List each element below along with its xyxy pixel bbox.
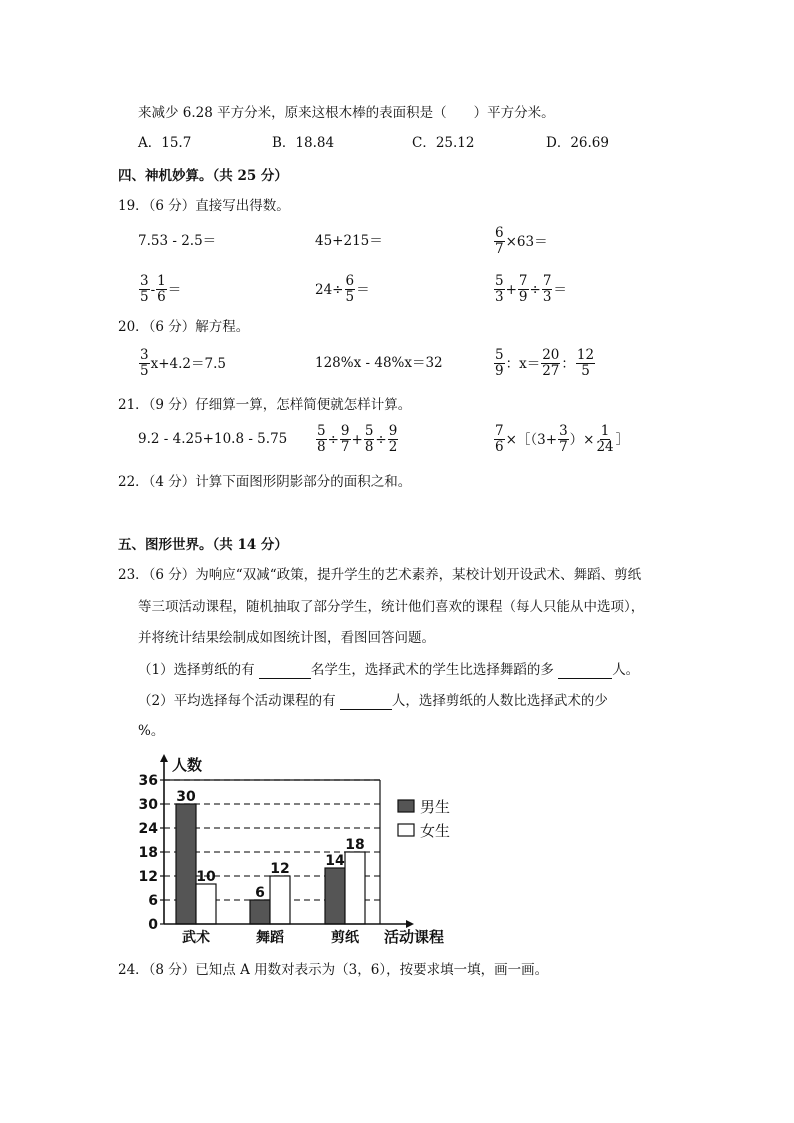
section-5-title: 五、图形世界。（共 14 分） — [118, 537, 288, 553]
y-axis-label: 人数 — [172, 756, 203, 774]
y-axis-arrow — [160, 754, 168, 762]
bar-女生 — [345, 852, 365, 924]
fraction: $\frac{1}{6}$ — [157, 273, 166, 305]
data-label: 12 — [270, 861, 290, 877]
question-21-header: 21．（9 分）仔细算一算，怎样简便就怎样计算。 — [118, 397, 412, 413]
y-tick-label: 36 — [138, 773, 158, 789]
q20-equation-2: 128%x - 48%x＝32 — [315, 355, 443, 371]
y-tick-label: 30 — [138, 797, 158, 813]
bar-女生 — [196, 884, 216, 924]
y-tick-label: 12 — [138, 869, 158, 885]
question-20-header: 20．（6 分）解方程。 — [118, 319, 250, 335]
x-tick-label: 剪纸 — [331, 930, 359, 946]
question-23-sub-2: （2）平均选择每个活动课程的有 人，选择剪纸的人数比选择武术的少 — [138, 693, 608, 709]
question-23-line-1: 23．（6 分）为响应“双减“政策，提升学生的艺术素养，某校计划开设武术、舞蹈、剪纸 — [118, 567, 642, 583]
fraction: $\frac{3}{5}$ — [140, 273, 149, 305]
data-label: 30 — [176, 789, 196, 805]
q19-expr-5: 24÷ $\frac{6}{5}$ ＝ — [315, 273, 370, 305]
x-axis-label: 活动课程 — [384, 928, 445, 946]
legend-swatch-男生 — [398, 800, 414, 812]
x-tick-label: 武术 — [182, 930, 210, 946]
q19-expr-3: $\frac{6}{7}$ ×63＝ — [495, 225, 548, 257]
option-c: C．25.12 — [412, 135, 475, 151]
fraction: $\frac{7}{6}$ — [495, 423, 504, 455]
y-tick-label: 6 — [148, 893, 158, 909]
y-tick-label: 18 — [138, 845, 158, 861]
q21-expr-1: 9.2 - 4.25+10.8 - 5.75 — [138, 431, 288, 447]
fraction: $\frac{20}{27}$ — [542, 347, 560, 379]
bar-男生 — [325, 868, 345, 924]
bar-chart — [130, 748, 460, 948]
legend-swatch-女生 — [398, 824, 414, 836]
answer-blank — [340, 695, 392, 710]
x-tick-label: 舞蹈 — [256, 930, 284, 946]
data-label: 14 — [325, 853, 345, 869]
q19-expr-2: 45+215＝ — [315, 233, 383, 249]
q20-equation-1: $\frac{3}{5}$ x+4.2＝7.5 — [140, 347, 226, 379]
y-tick-label: 0 — [148, 917, 158, 933]
fraction: $\frac{1}{24}$ — [596, 423, 614, 455]
q19-expr-4: $\frac{3}{5}$ - $\frac{1}{6}$ ＝ — [140, 273, 182, 305]
q19-expr-1: 7.53 - 2.5＝ — [138, 233, 217, 249]
bar-女生 — [270, 876, 290, 924]
option-a: A．15.7 — [138, 135, 192, 151]
section-4-title: 四、神机妙算。（共 25 分） — [118, 168, 288, 184]
data-label: 10 — [196, 869, 216, 885]
fraction: $\frac{7}{9}$ — [518, 273, 528, 305]
fraction: $\frac{6}{5}$ — [345, 273, 355, 305]
fraction: $\frac{3}{7}$ — [559, 423, 568, 455]
question-23-sub-2-cont: %。 — [138, 723, 165, 739]
y-tick-label: 24 — [138, 821, 158, 837]
answer-blank — [259, 664, 311, 679]
question-23-sub-1: （1）选择剪纸的有 名学生，选择武术的学生比选择舞蹈的多 人。 — [138, 662, 640, 678]
question-24-header: 24．（8 分）已知点 A 用数对表示为（3，6），按要求填一填，画一画。 — [118, 962, 549, 978]
bar-男生 — [250, 900, 270, 924]
fraction: $\frac{3}{5}$ — [140, 347, 149, 379]
question-22-header: 22．（4 分）计算下面图形阴影部分的面积之和。 — [118, 474, 412, 490]
q21-expr-2: $\frac{5}{8}$ ÷ $\frac{9}{7}$ + $\frac{5}{8}$ ÷ $\frac{9}{2}$ — [317, 423, 398, 455]
fraction: $\frac{5}{3}$ — [495, 273, 504, 305]
data-label: 6 — [255, 885, 265, 901]
option-d: D．26.69 — [546, 135, 609, 151]
option-b: B．18.84 — [272, 135, 335, 151]
legend-label: 女生 — [420, 822, 451, 840]
q20-equation-3: $\frac{5}{9}$ ：x＝ $\frac{20}{27}$ ： $\frac{12}{5}$ — [495, 347, 595, 379]
fraction: $\frac{5}{8}$ — [364, 423, 374, 455]
fraction: $\frac{6}{7}$ — [495, 225, 504, 257]
fraction: $\frac{9}{7}$ — [340, 423, 350, 455]
question-23-line-2: 等三项活动课程，随机抽取了部分学生，统计他们喜欢的课程（每人只能从中选项）， — [138, 599, 645, 615]
fraction: $\frac{5}{9}$ — [495, 347, 504, 379]
bar-男生 — [176, 804, 196, 924]
q21-expr-3: $\frac{7}{6}$ ×［（3+ $\frac{3}{7}$ ）× $\frac{1}{24}$ ］ — [495, 423, 630, 455]
answer-blank — [558, 664, 612, 679]
fraction: $\frac{7}{3}$ — [542, 273, 552, 305]
fraction: $\frac{12}{5}$ — [576, 347, 595, 379]
legend-label: 男生 — [420, 798, 451, 816]
fraction: $\frac{5}{8}$ — [317, 423, 326, 455]
x-axis-arrow — [406, 920, 414, 928]
question-18-continuation: 来减少 6.28 平方分米，原来这根木棒的表面积是（ ）平方分米。 — [138, 105, 555, 121]
data-label: 18 — [345, 837, 365, 853]
question-23-line-3: 并将统计结果绘制成如图统计图，看图回答问题。 — [138, 630, 435, 646]
fraction: $\frac{9}{2}$ — [388, 423, 398, 455]
q19-expr-6: $\frac{5}{3}$ + $\frac{7}{9}$ ÷ $\frac{7}{3}$ ＝ — [495, 273, 567, 305]
question-19-header: 19．（6 分）直接写出得数。 — [118, 198, 290, 214]
